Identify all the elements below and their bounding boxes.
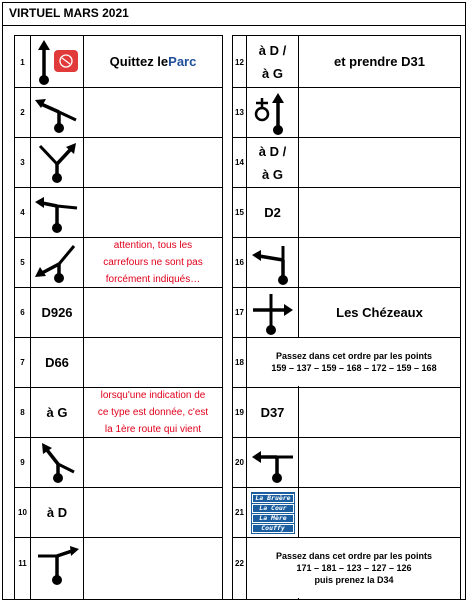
row-line (14, 537, 223, 538)
direction-line: à G (262, 166, 283, 182)
crossroads-icon (249, 290, 295, 336)
turn-left-icon (32, 440, 82, 486)
right-table-right (460, 35, 461, 599)
row-number: 13 (235, 108, 244, 117)
row-number: 6 (20, 308, 25, 317)
order-line: puis prenez la D34 (314, 575, 394, 585)
direction-label: à G (46, 405, 68, 420)
note-line: la 1ère route qui vient (104, 423, 202, 435)
left-fork-icon (32, 240, 82, 286)
row-number: 14 (235, 158, 244, 167)
right-turn-icon (32, 540, 82, 586)
row-line (14, 137, 223, 138)
order-line: 171 – 181 – 123 – 127 – 126 (296, 563, 412, 573)
direction-line: à D / (258, 42, 287, 58)
sign-line: La Cour (252, 504, 294, 513)
border-bottom (2, 599, 466, 600)
direction-line: à D / (258, 143, 287, 159)
fork-icon (32, 140, 82, 186)
order-instructions (248, 540, 460, 596)
row-number: 11 (18, 559, 27, 568)
document-title: VIRTUEL MARS 2021 (9, 6, 129, 20)
order-line: Passez dans cet ordre par les points (275, 551, 433, 561)
note-line: forcément indiqués… (105, 273, 201, 285)
row-number: 8 (20, 408, 25, 417)
note-line: carrefours ne sont pas (103, 256, 203, 268)
note-line: attention, tous les (113, 239, 193, 251)
warning-note (84, 237, 222, 287)
order-line: 159 – 137 – 159 – 168 – 172 – 159 – 168 (271, 363, 437, 373)
instruction-main: Quittez le (109, 54, 169, 69)
row-line (232, 237, 461, 238)
note-line: lorsqu'une indication de (100, 389, 206, 401)
note-line: ce type est donnée, c'est (97, 406, 209, 418)
row-line (14, 187, 223, 188)
road-label: D66 (45, 355, 69, 370)
sign-line: La Bruère (252, 494, 294, 503)
instruction-accent: Parc (168, 54, 197, 69)
direction-sign (251, 492, 295, 534)
row-number: 15 (235, 208, 244, 217)
direction-label (247, 138, 298, 187)
road-label: D926 (41, 305, 73, 320)
roundabout-icon (249, 90, 295, 136)
place-name: Les Chézeaux (336, 305, 423, 320)
turn-left-icon (32, 90, 82, 136)
turn-left-icon (32, 190, 82, 236)
row-number: 22 (235, 559, 244, 568)
row-number: 21 (235, 508, 244, 517)
row-number: 10 (18, 508, 27, 517)
row-number: 12 (235, 58, 244, 67)
border-top (2, 2, 466, 3)
sign-line: Couffy (252, 524, 294, 533)
title-separator (2, 25, 466, 26)
row-number: 2 (20, 108, 25, 117)
stop-sign-icon (53, 49, 79, 73)
road-label: D37 (260, 405, 285, 420)
row-number: 16 (235, 258, 244, 267)
turn-left-icon (249, 440, 295, 486)
road-label: D2 (264, 205, 281, 220)
direction-label (247, 36, 298, 87)
order-line: Passez dans cet ordre par les points (275, 351, 433, 361)
row-number: 9 (20, 458, 25, 467)
instruction-text: et prendre D31 (333, 54, 426, 69)
row-number: 20 (235, 458, 244, 467)
row-line (232, 87, 461, 88)
instruction-text (84, 36, 222, 87)
info-note (84, 387, 222, 437)
row-number: 18 (235, 358, 244, 367)
border-right (465, 2, 466, 600)
turn-left-icon (249, 240, 295, 286)
row-number: 5 (20, 258, 25, 267)
row-number: 4 (20, 208, 25, 217)
border-left (2, 2, 3, 600)
direction-label: à D (46, 505, 68, 520)
left-table-right (222, 35, 223, 599)
row-number: 1 (20, 58, 25, 67)
order-instructions (248, 341, 460, 383)
row-line (232, 437, 461, 438)
row-number: 17 (235, 308, 244, 317)
row-number: 7 (20, 358, 25, 367)
row-number: 3 (20, 158, 25, 167)
row-line (232, 487, 461, 488)
sign-line: La Mère (252, 514, 294, 523)
row-line (14, 87, 223, 88)
left-col-sep-2 (83, 35, 84, 599)
direction-line: à G (262, 65, 283, 81)
row-number: 19 (235, 408, 244, 417)
